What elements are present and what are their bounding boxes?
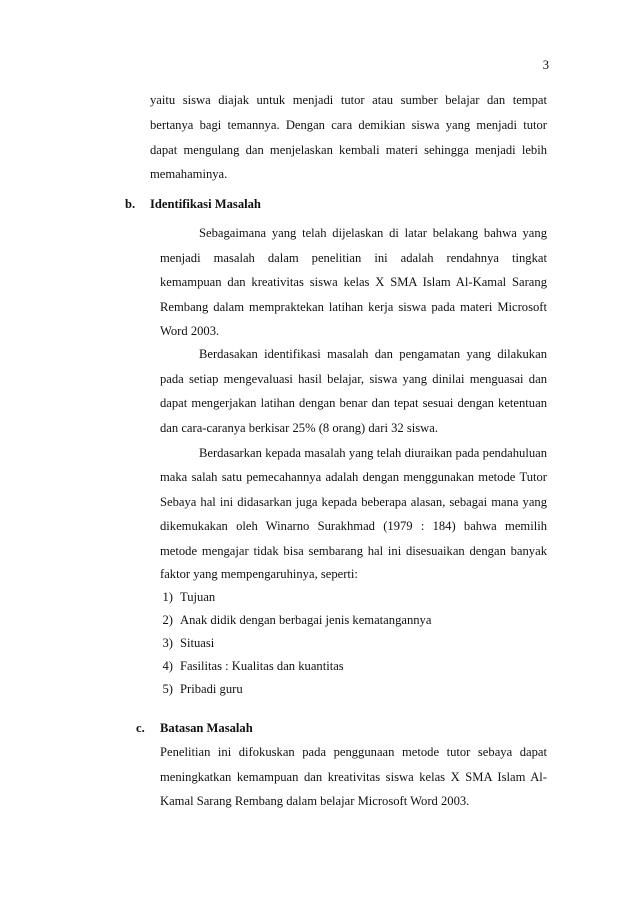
- text-line: Berdasarkan kepada masalah yang telah diuraikan pada pendahuluan: [199, 446, 547, 460]
- text-line: menjadi masalah dalam penelitian ini adalah rendahnya tingkat: [160, 251, 547, 265]
- list-number: 1): [162, 590, 173, 604]
- text-line: Kamal Sarang Rembang dalam belajar Microsoft Word 2003.: [160, 794, 470, 808]
- text-line: meningkatkan kemampuan dan kreativitas siswa kelas X SMA Islam Al-: [160, 770, 547, 784]
- text-line: Sebaya hal ini didasarkan juga kepada beberapa alasan, sebagai mana yang: [160, 495, 547, 509]
- text-line: metode mengajar tidak bisa sembarang hal ini disesuaikan dengan banyak: [160, 544, 547, 558]
- text-line: dapat mengerjakan latihan dengan benar dan tepat sesuai dengan ketentuan: [160, 396, 547, 410]
- list-text: Tujuan: [180, 590, 216, 604]
- list-text: Pribadi guru: [180, 682, 243, 696]
- text-line: yaitu siswa diajak untuk menjadi tutor atau sumber belajar dan tempat: [150, 93, 547, 107]
- text-line: kemampuan dan kreativitas siswa kelas X SMA Islam Al-Kamal Sarang: [160, 275, 547, 289]
- text-line: dan cara-caranya berkisar 25% (8 orang) dari 32 siswa.: [160, 421, 438, 435]
- list-item: [153, 655, 344, 677]
- list-item: [153, 678, 243, 700]
- text-line: bertanya bagi temannya. Dengan cara demikian siswa yang menjadi tutor: [150, 118, 547, 132]
- list-text: Anak didik dengan berbagai jenis kematangannya: [180, 613, 432, 627]
- text-line: Word 2003.: [160, 324, 220, 338]
- list-item: [153, 632, 214, 654]
- list-item: [153, 586, 215, 608]
- text-line: maka salah satu pemecahannya adalah dengan menggunakan metode Tutor: [160, 470, 547, 484]
- section-marker: b.: [125, 197, 136, 211]
- list-number: 4): [162, 659, 173, 673]
- text-line: Rembang dalam mempraktekan latihan kerja siswa pada materi Microsoft: [160, 300, 547, 314]
- text-line: Penelitian ini difokuskan pada penggunaan metode tutor sebaya dapat: [160, 745, 547, 759]
- list-number: 2): [162, 613, 173, 627]
- text-line: dapat mengulang dan menjelaskan kembali materi sehingga menjadi lebih: [150, 143, 547, 157]
- list-text: Situasi: [180, 636, 215, 650]
- text-line: Sebagaimana yang telah dijelaskan di latar belakang bahwa yang: [199, 226, 547, 240]
- section-title: Identifikasi Masalah: [150, 197, 261, 211]
- list-number: 3): [162, 636, 173, 650]
- list-number: 5): [162, 682, 173, 696]
- section-marker: c.: [136, 721, 145, 735]
- text-line: memahaminya.: [150, 167, 228, 181]
- text-line: pada setiap mengevaluasi hasil belajar, siswa yang dinilai menguasai dan: [160, 372, 547, 386]
- page-number: 3: [542, 58, 549, 72]
- text-line: faktor yang mempengaruhinya, seperti:: [160, 567, 358, 581]
- text-line: dikemukakan oleh Winarno Surakhmad (1979 : 184) bahwa memilih: [160, 519, 547, 533]
- text-line: Berdasakan identifikasi masalah dan pengamatan yang dilakukan: [199, 347, 547, 361]
- list-text: Fasilitas : Kualitas dan kuantitas: [180, 659, 344, 673]
- list-item: [153, 609, 431, 631]
- section-title: Batasan Masalah: [160, 721, 253, 735]
